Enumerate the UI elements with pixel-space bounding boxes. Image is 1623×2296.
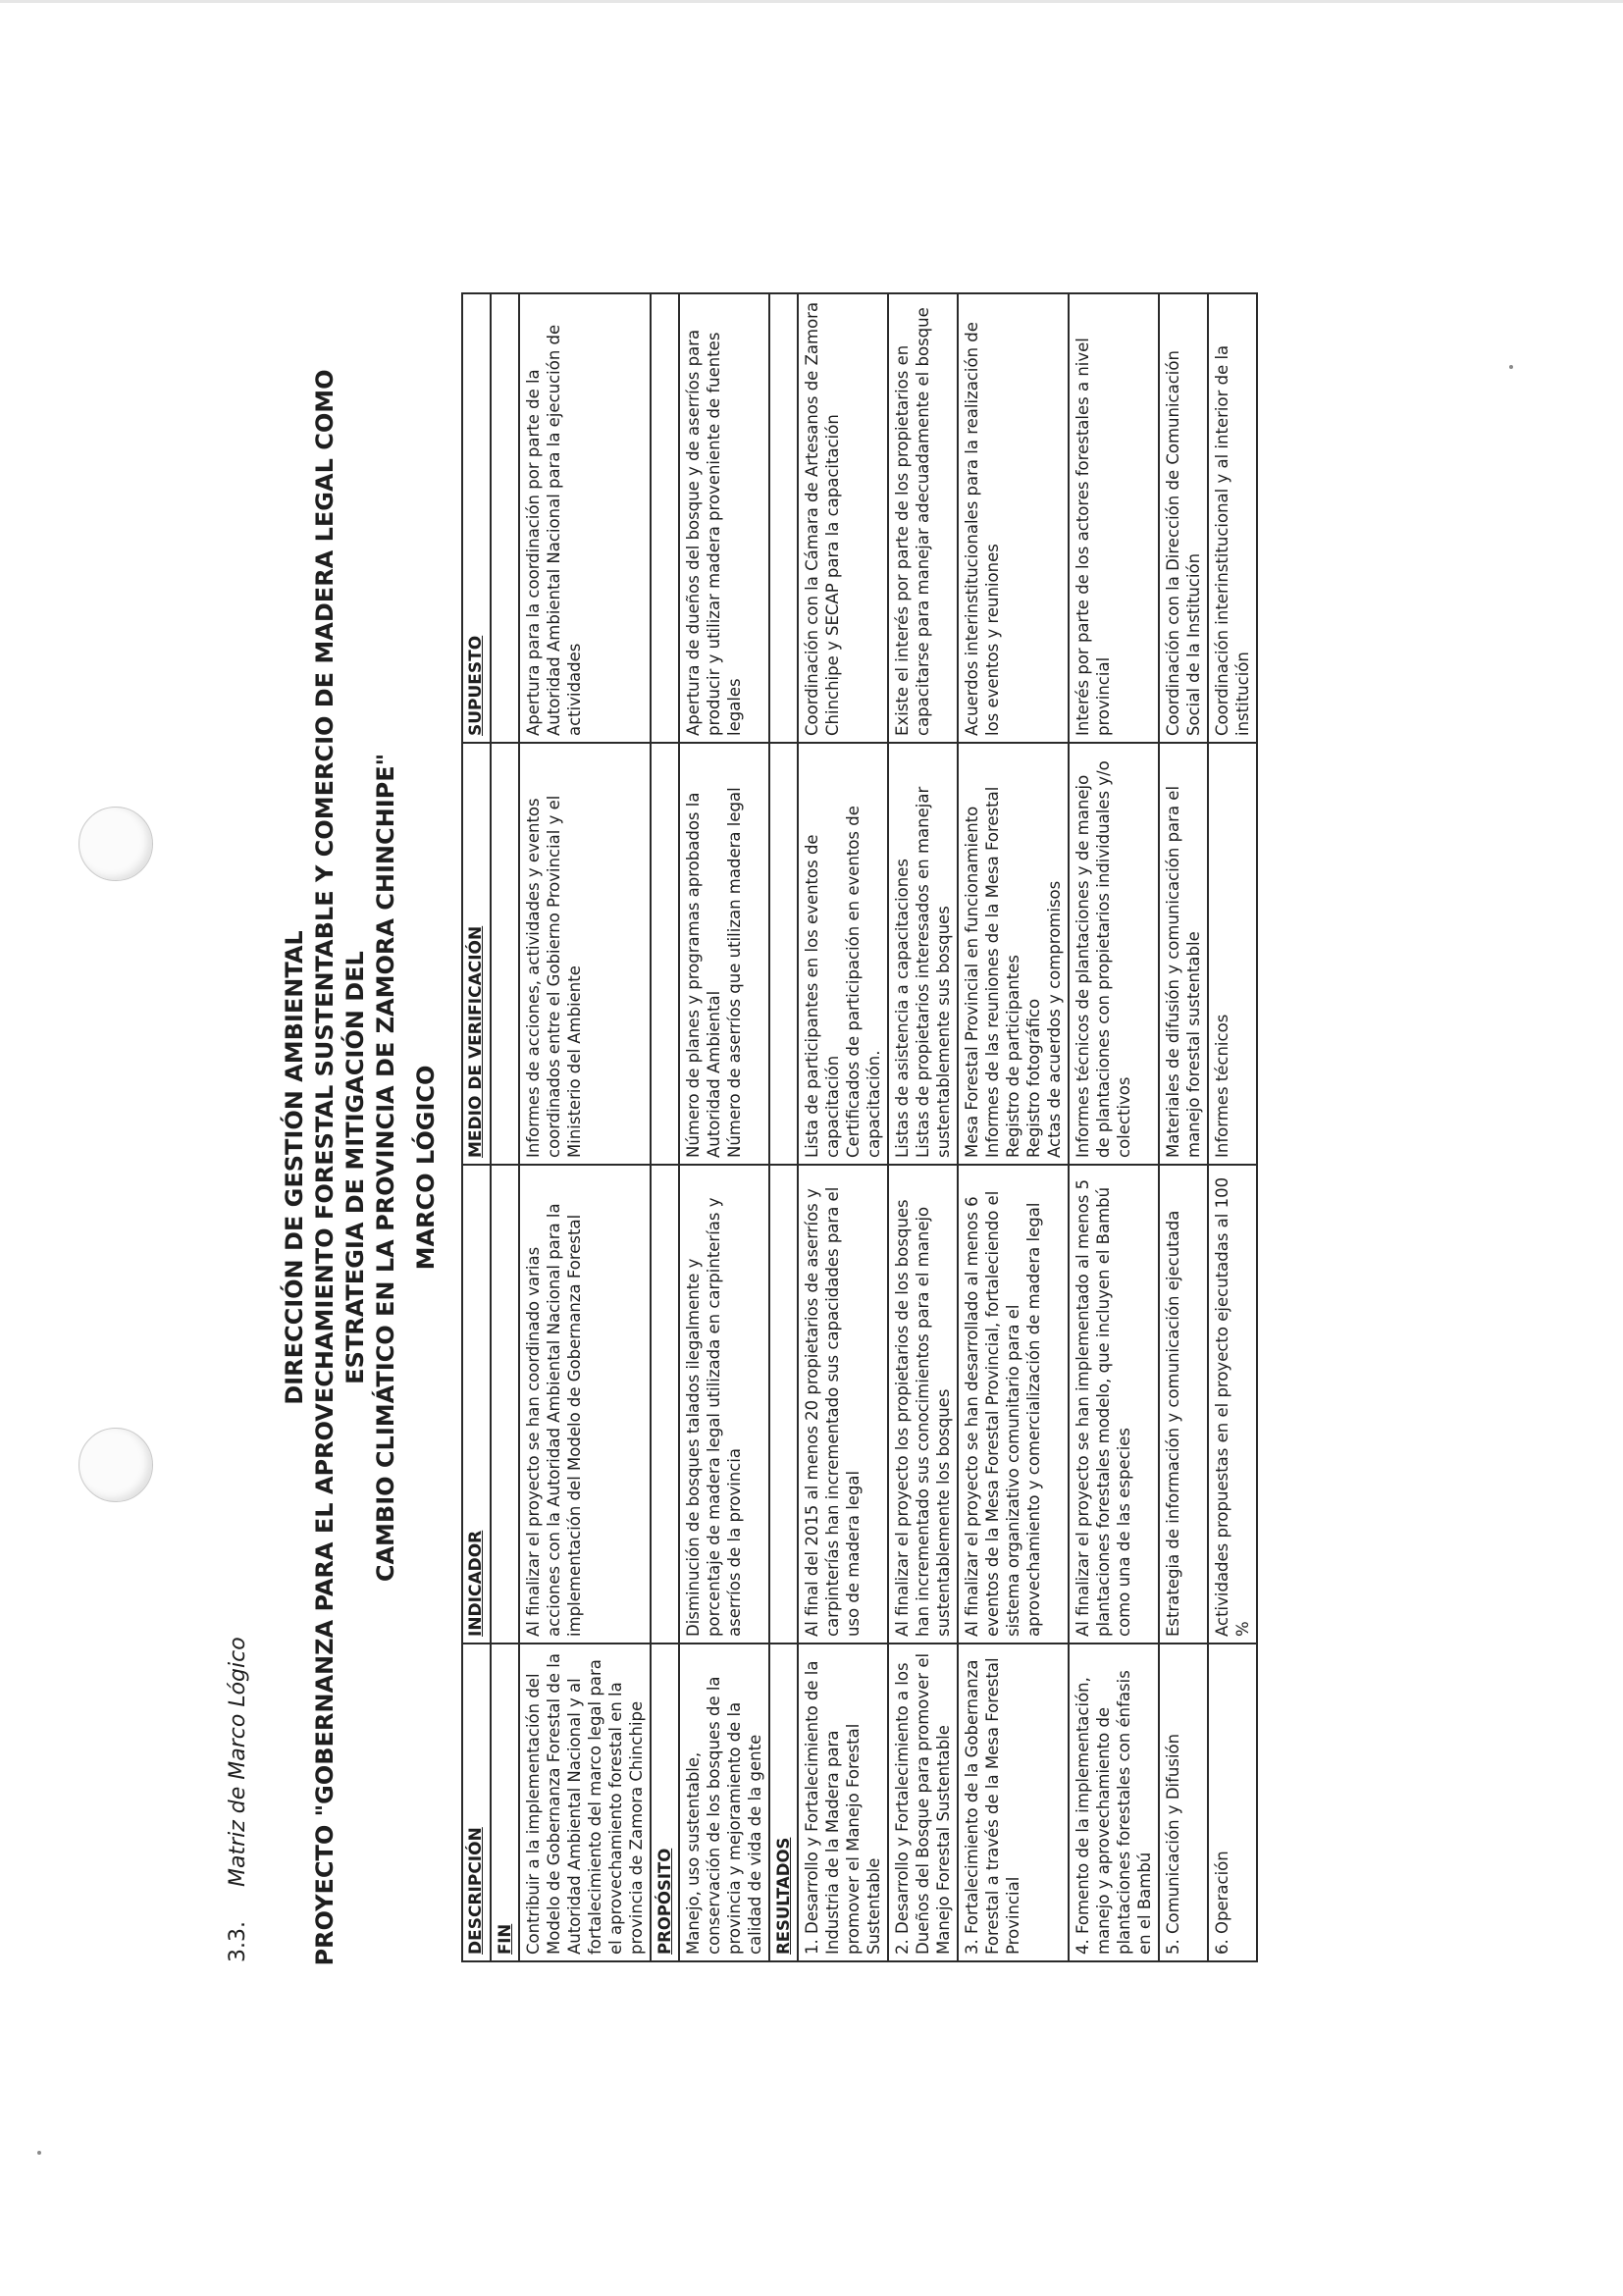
table-row (1069, 293, 1159, 1961)
indicador-cell: Al finalizar el proyecto los propietarios de los bosques han incrementado sus conocimientos para el manejo sustentablemente los bosques (888, 1165, 958, 1644)
table-row (958, 293, 1069, 1961)
supuesto-cell: Coordinación con la Dirección de Comunicación Social de la Institución (1159, 293, 1208, 743)
supuesto-cell: Coordinación interinstitucional y al interior de la institución (1208, 293, 1257, 743)
medio-line: Registro fotográfico (1024, 998, 1043, 1158)
indicador-cell: Al final del 2015 al menos 20 propietarios de aserríos y carpinterías han incrementado sus capacidades para el uso de madera legal (798, 1165, 888, 1644)
indicador-cell: Al finalizar el proyecto se han implementado al menos 5 plantaciones forestales modelo, que incluyen el Bambú como una de las especies (1069, 1165, 1159, 1644)
table-row (888, 293, 958, 1961)
empty-cell (651, 293, 679, 743)
medio-cell (1069, 743, 1159, 1165)
descripcion-cell: 1. Desarrollo y Fortalecimiento de la Industria de la Madera para promover el Manejo Forestal Sustentable (798, 1644, 888, 1961)
empty-cell (651, 1165, 679, 1644)
medio-line: Número de aserríos que utilizan madera legal (725, 787, 744, 1158)
medio-cell (888, 743, 958, 1165)
directorate-title: DIRECCIÓN DE GESTIÓN AMBIENTAL (281, 930, 308, 1405)
medio-cell (958, 743, 1069, 1165)
project-title-line1: PROYECTO "GOBERNANZA PARA EL APROVECHAMIENTO FORESTAL SUSTENTABLE Y COMERCIO DE MADERA LEGAL COMO ESTRATEGIA DE MITIGACIÓN DEL (311, 369, 369, 1966)
supuesto-cell: Apertura de dueños del bosque y de aserríos para producir y utilizar madera proveniente de fuentes legales (679, 293, 769, 743)
empty-cell (769, 743, 798, 1165)
medio-cell (798, 743, 888, 1165)
supuesto-cell: Coordinación con la Cámara de Artesanos de Zamora Chinchipe y SECAP para la capacitación (798, 293, 888, 743)
project-title-line2: CAMBIO CLIMÁTICO EN LA PROVINCIA DE ZAMORA CHINCHIPE" (372, 753, 399, 1583)
section-title: Matriz de Marco Lógico (226, 1637, 250, 1888)
section-number: 3.3. (226, 1921, 250, 1962)
medio-line: Informes técnicos (1213, 1014, 1231, 1158)
empty-cell (491, 743, 519, 1165)
indicador-cell: Al finalizar el proyecto se han coordinado varias acciones con la Autoridad Ambiental Nacional para la implementación del Modelo de Gobernanza Forestal (519, 1165, 651, 1644)
medio-line: Certificados de participación en eventos de capacitación. (844, 806, 883, 1158)
medio-line: Informes técnicos de plantaciones y de manejo de plantaciones con propietarios individuales y/o colectivos (1073, 760, 1133, 1158)
section-heading (226, 1637, 250, 1962)
indicador-cell: Actividades propuestas en el proyecto ejecutadas al 100 % (1208, 1165, 1257, 1644)
descripcion-cell: 2. Desarrollo y Fortalecimiento a los Dueños del Bosque para promover el Manejo Forestal Sustentable (888, 1644, 958, 1961)
supuesto-cell: Interés por parte de los actores forestales a nivel provincial (1069, 293, 1159, 743)
matrix-title: MARCO LÓGICO (412, 1065, 440, 1271)
table-row (519, 293, 651, 1961)
descripcion-cell: 5. Comunicación y Difusión (1159, 1644, 1208, 1961)
section-row-resultados (769, 293, 798, 1961)
supuesto-cell: Acuerdos interinstitucionales para la realización de los eventos y reuniones (958, 293, 1069, 743)
indicador-cell: Disminución de bosques talados ilegalmente y porcentaje de madera legal utilizada en carpinterías y aserríos de la provincia (679, 1165, 769, 1644)
empty-cell (491, 1165, 519, 1644)
medio-line: Lista de participantes en los eventos de capacitación (803, 834, 842, 1158)
table-row (1159, 293, 1208, 1961)
table-row (679, 293, 769, 1961)
document-title (280, 334, 401, 2002)
medio-line: Número de planes y programas aprobados la Autoridad Ambiental (684, 792, 723, 1158)
section-label: RESULTADOS (769, 1644, 798, 1961)
column-header: INDICADOR (462, 1165, 491, 1644)
section-row-proposito (651, 293, 679, 1961)
descripcion-cell: Manejo, uso sustentable, conservación de los bosques de la provincia y mejoramiento de la calidad de vida de la gente (679, 1644, 769, 1961)
empty-cell (651, 743, 679, 1165)
table-row (1208, 293, 1257, 1961)
medio-cell: Informes de acciones, actividades y eventos coordinados entre el Gobierno Provincial y el Ministerio del Ambiente (519, 743, 651, 1165)
column-header: SUPUESTO (462, 293, 491, 743)
descripcion-cell: Contribuir a la implementación del Modelo de Gobernanza Forestal de la Autoridad Ambiental Nacional y al fortalecimiento del marco legal para el aprovechamiento forestal en la provincia de Zamora Chinchipe (519, 1644, 651, 1961)
table-header-row (462, 293, 491, 1961)
supuesto-cell: Existe el interés por parte de los propietarios en capacitarse para manejar adecuadamente el bosque (888, 293, 958, 743)
table-row (798, 293, 888, 1961)
descripcion-cell: 3. Fortalecimiento de la Gobernanza Forestal a través de la Mesa Forestal Provincial (958, 1644, 1069, 1961)
medio-line: Listas de asistencia a capacitaciones (893, 859, 912, 1158)
column-header: DESCRIPCIÓN (462, 1644, 491, 1961)
medio-cell (1208, 743, 1257, 1165)
medio-cell (679, 743, 769, 1165)
logical-framework-table (461, 292, 1258, 1962)
medio-line: Registro de participantes (1004, 955, 1022, 1158)
medio-line: Listas de propietarios interesados en manejar sustentablemente sus bosques (914, 786, 953, 1158)
descripcion-cell: 4. Fomento de la implementación, manejo y aprovechamiento de plantaciones forestales con énfasis en el Bambú (1069, 1644, 1159, 1961)
empty-cell (769, 293, 798, 743)
medio-line: Actas de acuerdos y compromisos (1045, 880, 1064, 1158)
medio-line: Mesa Forestal Provincial en funcionamiento (963, 806, 981, 1158)
section-label: FIN (491, 1644, 519, 1961)
medio-cell (1159, 743, 1208, 1165)
section-row-fin (491, 293, 519, 1961)
medio-line: Materiales de difusión y comunicación para el manejo forestal sustentable (1164, 785, 1203, 1158)
supuesto-cell: Apertura para la coordinación por parte de la Autoridad Ambiental Nacional para la ejecución de actividades (519, 293, 651, 743)
indicador-cell: Estrategia de información y comunicación ejecutada (1159, 1165, 1208, 1644)
medio-line: Informes de las reuniones de la Mesa Forestal (983, 786, 1002, 1158)
column-header: MEDIO DE VERIFICACIÓN (462, 743, 491, 1165)
descripcion-cell: 6. Operación (1208, 1644, 1257, 1961)
empty-cell (769, 1165, 798, 1644)
empty-cell (491, 293, 519, 743)
section-label: PROPÓSITO (651, 1644, 679, 1961)
indicador-cell: Al finalizar el proyecto se han desarrollado al menos 6 eventos de la Mesa Forestal Provincial, fortaleciendo el sistema organizativo comunitario para el aprovechamiento y comercialización de madera legal (958, 1165, 1069, 1644)
